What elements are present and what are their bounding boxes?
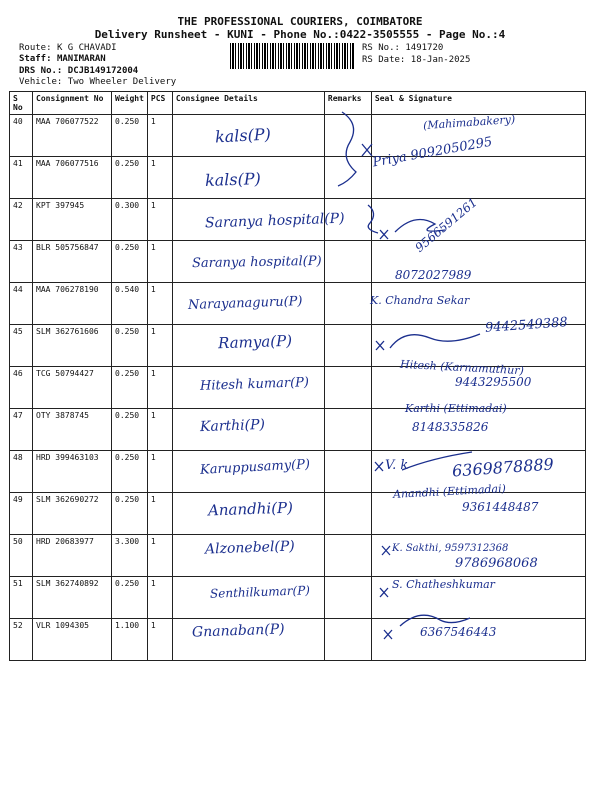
handwritten-note: K. Sakthi, 9597312368 bbox=[392, 543, 509, 554]
row-consignment-no: MAA 706077516 bbox=[33, 157, 112, 199]
row-pcs: 1 bbox=[147, 157, 172, 199]
cross-mark bbox=[376, 341, 384, 350]
handwritten-note: K. Chandra Sekar bbox=[370, 294, 470, 307]
row-consignment-no: MAA 706278190 bbox=[33, 283, 112, 325]
col-consignment: Consignment No bbox=[33, 92, 112, 115]
col-pcs: PCS bbox=[147, 92, 172, 115]
row-pcs: 1 bbox=[147, 409, 172, 451]
staff-line: Staff: MANIMARAN bbox=[19, 54, 106, 64]
row-consignment-no: KPT 397945 bbox=[33, 199, 112, 241]
row-consignment-no: SLM 362740892 bbox=[33, 577, 112, 619]
handwritten-name: Karuppusamy(P) bbox=[199, 457, 311, 478]
row-pcs: 1 bbox=[147, 535, 172, 577]
row-weight: 0.250 bbox=[112, 115, 148, 157]
handwritten-note: 8072027989 bbox=[395, 268, 472, 282]
row-pcs: 1 bbox=[147, 325, 172, 367]
vehicle-line: Vehicle: Two Wheeler Delivery bbox=[19, 77, 177, 87]
handwritten-name: Gnanaban(P) bbox=[191, 621, 285, 641]
handwritten-note: Priya 9092050295 bbox=[371, 134, 494, 171]
row-weight: 3.300 bbox=[112, 535, 148, 577]
handwritten-note: Anandhi (Ettimadai) bbox=[392, 482, 507, 501]
row-consignment-no: HRD 399463103 bbox=[33, 451, 112, 493]
row-consignment-no: VLR 1094305 bbox=[33, 619, 112, 661]
row-pcs: 1 bbox=[147, 493, 172, 535]
handwritten-name: Alzonebel(P) bbox=[204, 538, 296, 558]
handwritten-name: Ramya(P) bbox=[217, 331, 293, 353]
row-sno: 50 bbox=[10, 535, 33, 577]
handwritten-name: Karthi(P) bbox=[199, 416, 266, 436]
row-sno: 44 bbox=[10, 283, 33, 325]
signature-stroke bbox=[400, 615, 470, 626]
col-sno: S No bbox=[10, 92, 33, 115]
row-sno: 46 bbox=[10, 367, 33, 409]
handwritten-name: Narayanaguru(P) bbox=[187, 294, 303, 313]
handwritten-note: 6369878889 bbox=[451, 454, 555, 481]
brace-mark bbox=[368, 205, 378, 233]
row-consignment-no: SLM 362761606 bbox=[33, 325, 112, 367]
row-sno: 51 bbox=[10, 577, 33, 619]
row-sno: 41 bbox=[10, 157, 33, 199]
row-sno: 40 bbox=[10, 115, 33, 157]
row-weight: 0.250 bbox=[112, 367, 148, 409]
route-line: Route: K G CHAVADI bbox=[19, 43, 117, 53]
handwritten-name: Senthilkumar(P) bbox=[209, 583, 311, 601]
handwritten-note: 9442549388 bbox=[484, 315, 569, 336]
signature-stroke bbox=[390, 334, 480, 348]
handwritten-name: Anandhi(P) bbox=[207, 498, 294, 520]
row-weight: 0.250 bbox=[112, 325, 148, 367]
row-weight: 0.300 bbox=[112, 199, 148, 241]
col-weight: Weight bbox=[112, 92, 148, 115]
company-title: THE PROFESSIONAL COURIERS, COIMBATORE bbox=[177, 15, 423, 28]
row-weight: 0.250 bbox=[112, 451, 148, 493]
row-sno: 48 bbox=[10, 451, 33, 493]
row-weight: 0.250 bbox=[112, 577, 148, 619]
row-sno: 52 bbox=[10, 619, 33, 661]
handwritten-name: kals(P) bbox=[214, 124, 272, 147]
row-sno: 45 bbox=[10, 325, 33, 367]
handwritten-note: 9566591261 bbox=[412, 195, 480, 255]
brace-mark bbox=[338, 112, 356, 186]
handwritten-name: Saranya hospital(P) bbox=[204, 210, 345, 232]
row-consignment-no: HRD 20683977 bbox=[33, 535, 112, 577]
col-consignee: Consignee Details bbox=[172, 92, 324, 115]
row-pcs: 1 bbox=[147, 115, 172, 157]
handwritten-note: V. k bbox=[385, 458, 409, 473]
row-pcs: 1 bbox=[147, 451, 172, 493]
handwritten-note: 6367546443 bbox=[420, 625, 497, 639]
col-remarks: Remarks bbox=[324, 92, 371, 115]
cross-mark bbox=[380, 230, 388, 239]
handwritten-name: kals(P) bbox=[204, 169, 262, 190]
cross-mark bbox=[362, 144, 372, 156]
handwritten-note: 9443295500 bbox=[455, 375, 532, 389]
runsheet-subtitle: Delivery Runsheet - KUNI - Phone No.:0422-3505555 - Page No.:4 bbox=[94, 28, 506, 41]
row-sno: 43 bbox=[10, 241, 33, 283]
row-pcs: 1 bbox=[147, 577, 172, 619]
drs-line: DRS No.: DCJB149172004 bbox=[19, 66, 139, 76]
cross-mark bbox=[384, 630, 392, 639]
handwritten-name: Saranya hospital(P) bbox=[191, 253, 322, 272]
handwritten-note: 9786968068 bbox=[455, 556, 538, 571]
row-consignment-no: SLM 362690272 bbox=[33, 493, 112, 535]
row-pcs: 1 bbox=[147, 283, 172, 325]
row-weight: 0.250 bbox=[112, 241, 148, 283]
row-consignment-no: OTY 3878745 bbox=[33, 409, 112, 451]
row-pcs: 1 bbox=[147, 367, 172, 409]
handwritten-note: (Mahimabakery) bbox=[422, 112, 516, 133]
row-sno: 42 bbox=[10, 199, 33, 241]
row-weight: 0.250 bbox=[112, 493, 148, 535]
handwritten-note: Hitesh (Karnamuthur) bbox=[399, 357, 525, 378]
handwritten-name: Hitesh kumar(P) bbox=[199, 375, 310, 394]
rs-date-line: RS Date: 18-Jan-2025 bbox=[362, 55, 471, 65]
handwritten-note: 9361448487 bbox=[462, 500, 539, 514]
handwritten-note: Karthi (Ettimadai) bbox=[405, 402, 507, 415]
row-weight: 0.250 bbox=[112, 157, 148, 199]
row-weight: 1.100 bbox=[112, 619, 148, 661]
handwritten-note: S. Chatheshkumar bbox=[392, 578, 495, 591]
row-weight: 0.250 bbox=[112, 409, 148, 451]
row-pcs: 1 bbox=[147, 199, 172, 241]
row-pcs: 1 bbox=[147, 619, 172, 661]
row-sno: 47 bbox=[10, 409, 33, 451]
signature-stroke bbox=[395, 220, 445, 233]
cross-mark bbox=[382, 546, 390, 555]
row-sno: 49 bbox=[10, 493, 33, 535]
row-pcs: 1 bbox=[147, 241, 172, 283]
col-signature: Seal & Signature bbox=[371, 92, 585, 115]
row-consignment-no: MAA 706077522 bbox=[33, 115, 112, 157]
signature-stroke bbox=[402, 452, 472, 470]
cross-mark bbox=[375, 462, 383, 471]
cross-mark bbox=[380, 588, 388, 597]
row-weight: 0.540 bbox=[112, 283, 148, 325]
handwritten-note: 8148335826 bbox=[412, 420, 489, 434]
row-consignment-no: BLR 505756847 bbox=[33, 241, 112, 283]
row-consignment-no: TCG 50794427 bbox=[33, 367, 112, 409]
rs-no-line: RS No.: 1491720 bbox=[362, 43, 444, 53]
